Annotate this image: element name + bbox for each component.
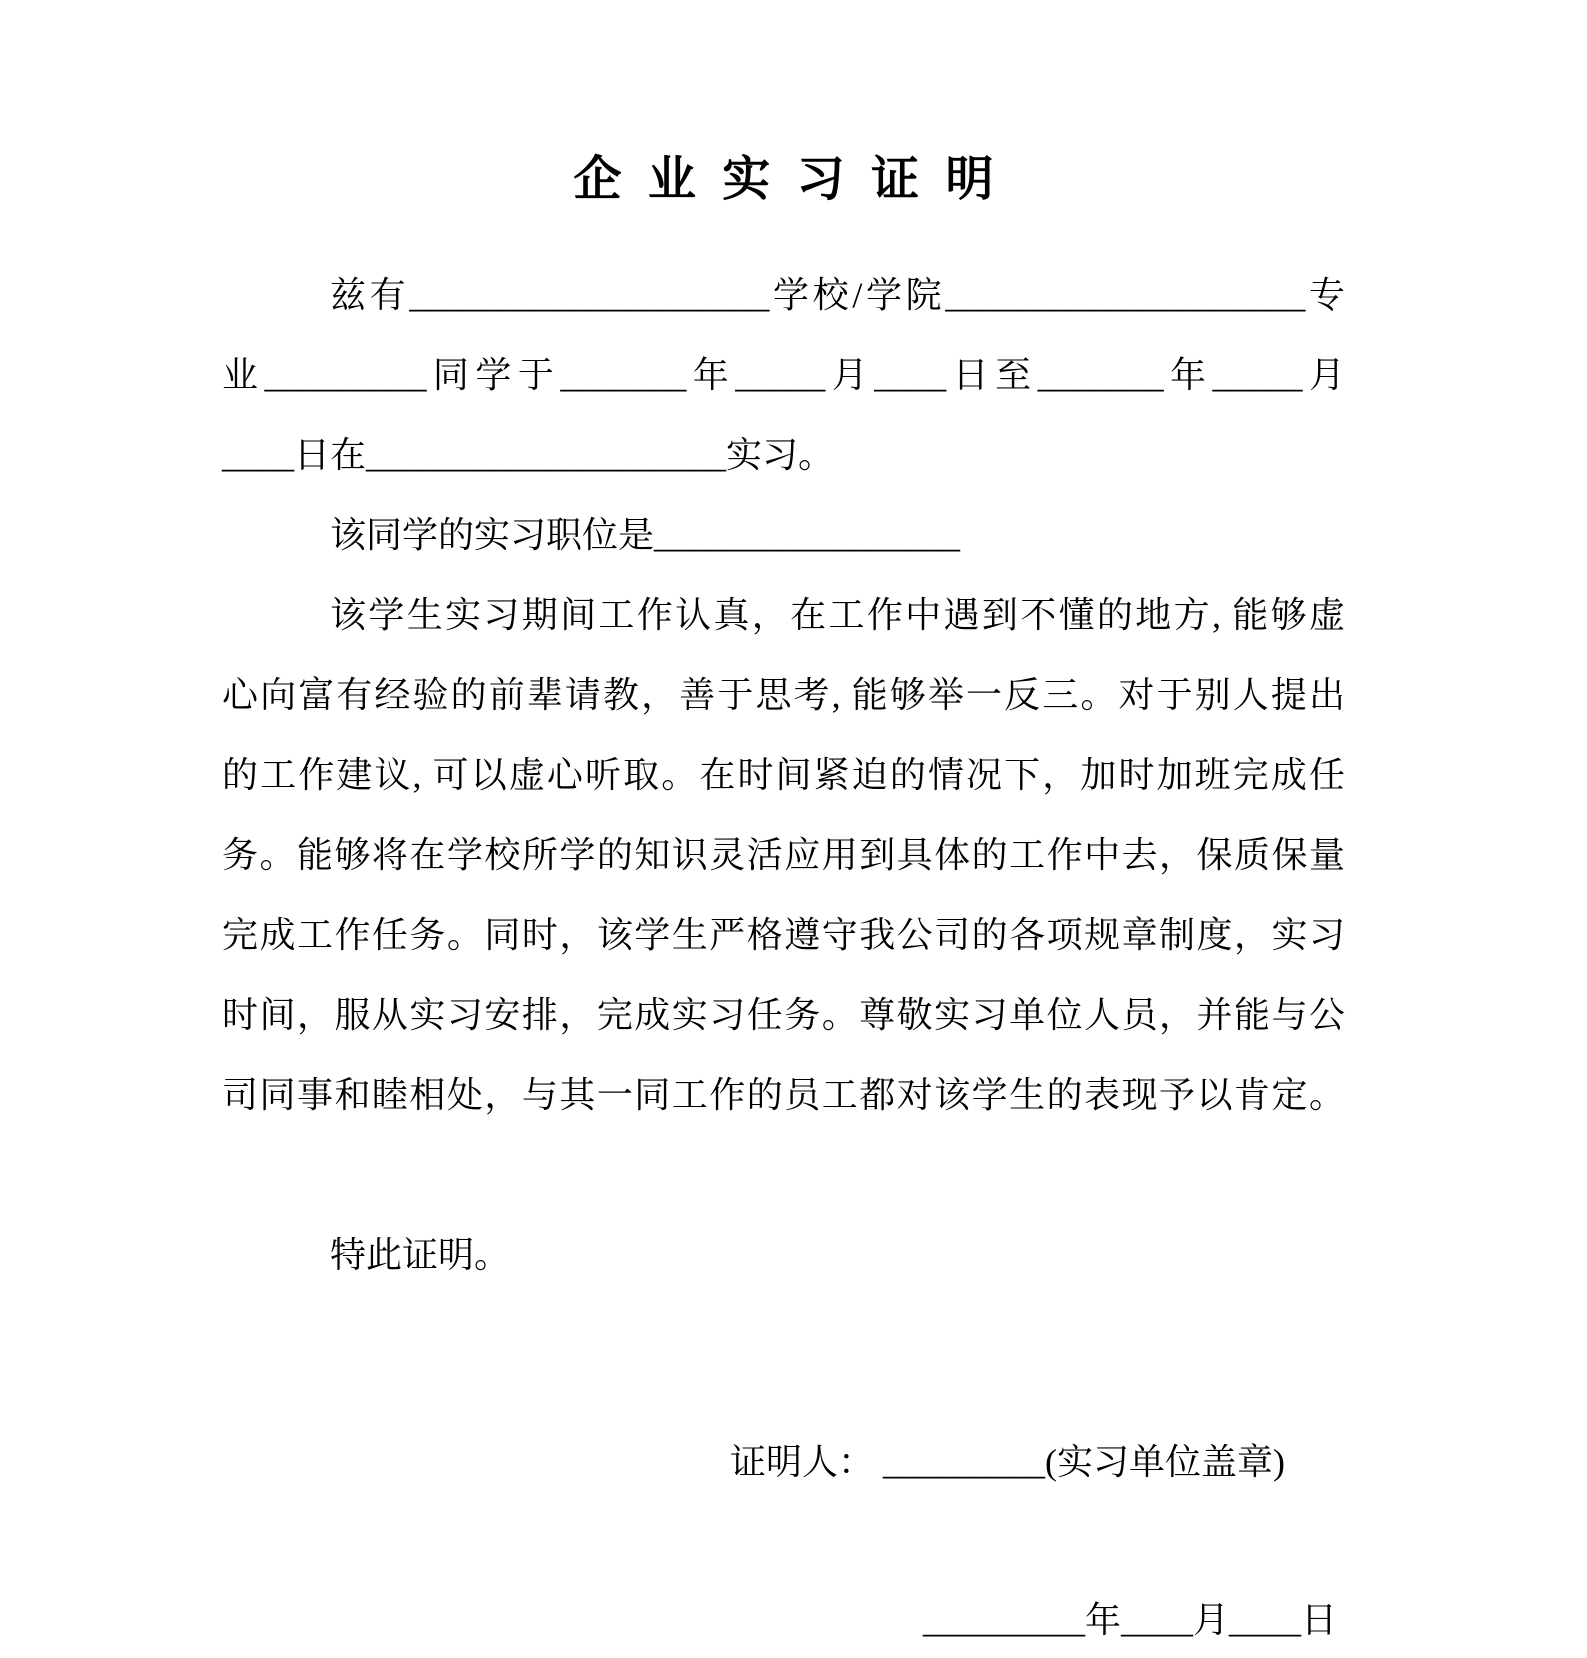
body-line: 的工作建议, 可以虚心听取。在时间紧迫的情况下，加时加班完成任 [222, 755, 1345, 795]
intro-line: ____日在____________________实习。 [222, 435, 835, 475]
intro-line: 业_________同学于_______年_____月____日至_______年_____月 [222, 355, 1345, 395]
body-line: 完成工作任务。同时，该学生严格遵守我公司的各项规章制度，实习 [222, 915, 1345, 955]
position-paragraph [222, 495, 1345, 575]
page-title: 企业实习证明 [573, 153, 1020, 206]
closing-paragraph [222, 1215, 1345, 1295]
intro-paragraph [222, 255, 1345, 495]
date-line: _________年____月____日 [923, 1600, 1337, 1640]
date-section [222, 1580, 1345, 1658]
body-line: 心向富有经验的前辈请教，善于思考, 能够举一反三。对于别人提出 [222, 675, 1345, 715]
evaluation-paragraph [222, 575, 1345, 1135]
position-line: 该同学的实习职位是_________________ [330, 515, 961, 555]
signer-line: 证明人： _________(实习单位盖章) [730, 1442, 1285, 1482]
signer-section [222, 1422, 1345, 1502]
body-line: 时间，服从实习安排，完成实习任务。尊敬实习单位人员，并能与公 [222, 995, 1345, 1035]
body-line: 务。能够将在学校所学的知识灵活应用到具体的工作中去，保质保量 [222, 835, 1345, 875]
body-line: 该学生实习期间工作认真，在工作中遇到不懂的地方, 能够虚 [330, 595, 1345, 635]
closing-line: 特此证明。 [330, 1235, 511, 1275]
body-line: 司同事和睦相处，与其一同工作的员工都对该学生的表现予以肯定。 [222, 1075, 1345, 1115]
intro-line: 兹有____________________学校/学院____________________专 [330, 275, 1345, 315]
